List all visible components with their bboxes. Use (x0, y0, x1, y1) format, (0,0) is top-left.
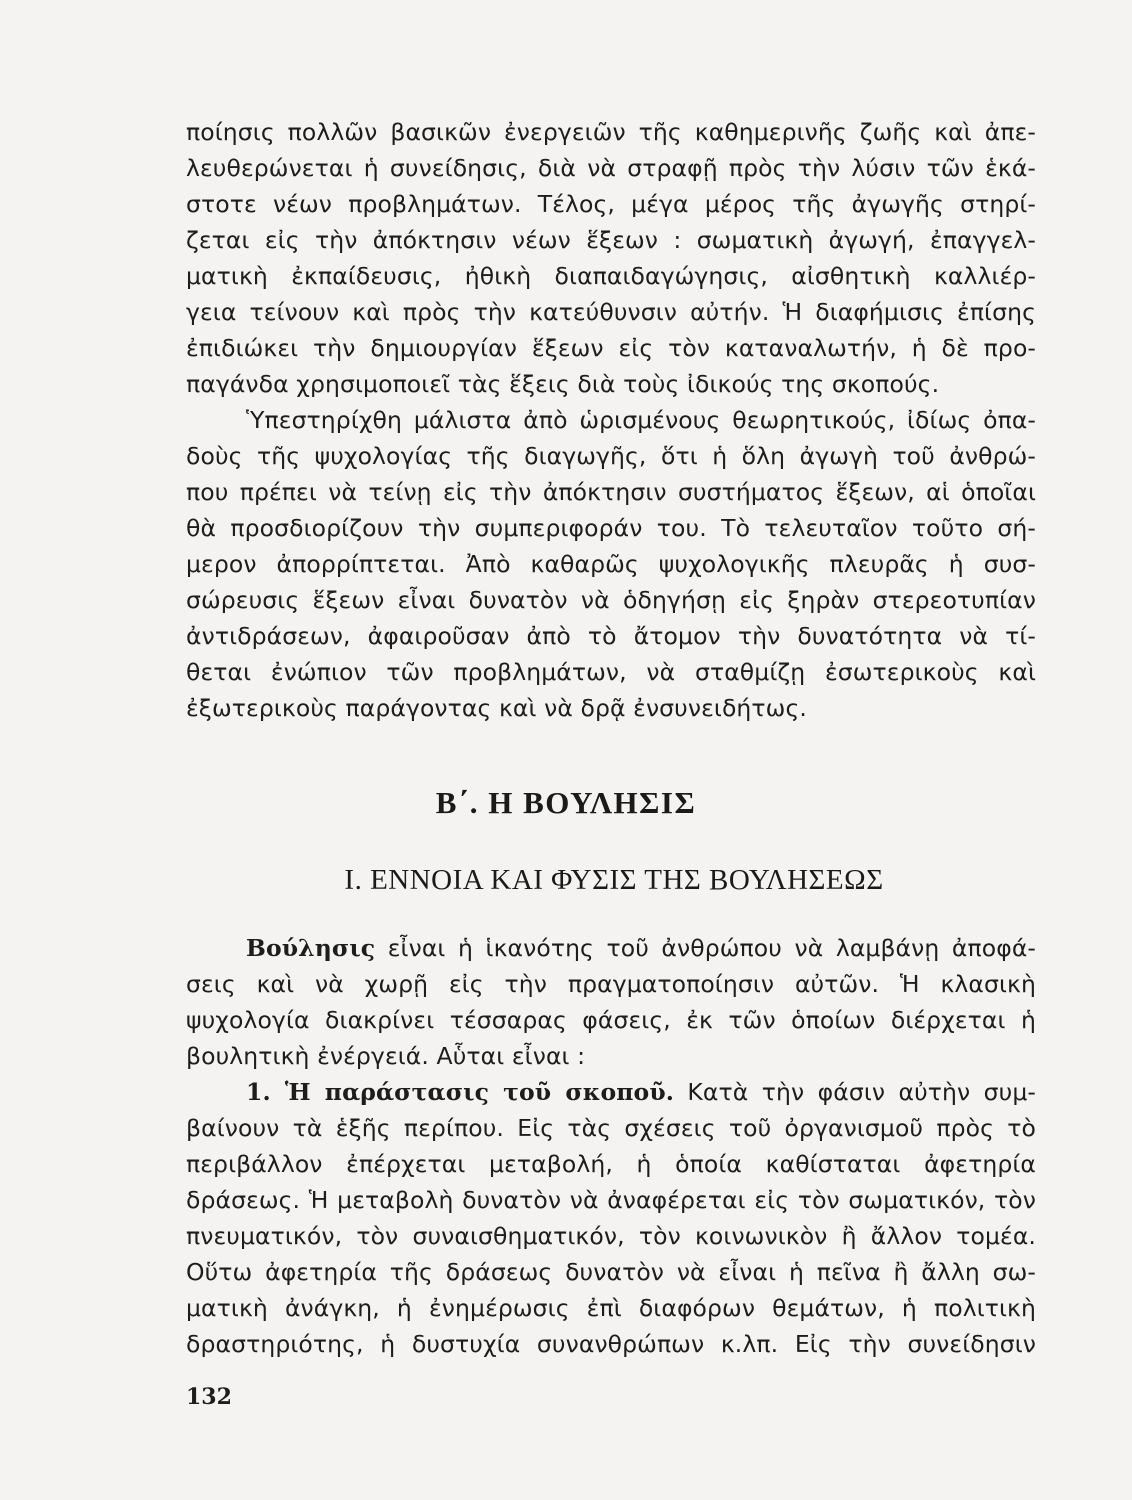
text-line: θεται ἐνώπιον τῶν προβλημάτων, νὰ σταθμίζῃ ἐσωτερικοὺς καὶ (186, 658, 1036, 686)
section-title: Β΄. Η ΒΟΥΛΗΣΙΣ (435, 785, 697, 820)
text-line: που πρέπει νὰ τείνῃ εἰς τὴν ἀπόκτησιν συστήματος ἕξεων, αἱ ὁποῖαι (186, 478, 1036, 506)
text-line: μερον ἀπορρίπτεται. Ἀπὸ καθαρῶς ψυχολογικῆς πλευρᾶς ἡ συσ- (186, 550, 1036, 578)
paragraph-first-line: Ὑπεστηρίχθη μάλιστα ἀπὸ ὡρισμένους θεωρητικούς, ἰδίως ὀπα- (246, 406, 1036, 434)
text-line: Οὕτω ἀφετηρία τῆς δράσεως δυνατὸν νὰ εἶναι ἡ πεῖνα ἢ ἄλλη σω- (186, 1258, 1036, 1286)
text-line: περιβάλλον ἐπέρχεται μεταβολή, ἡ ὁποία καθίσταται ἀφετηρία (186, 1150, 1036, 1178)
text-line: παγάνδα χρησιμοποιεῖ τὰς ἕξεις διὰ τοὺς ἰδικούς της σκοπούς. (186, 370, 940, 398)
text-line: ψυχολογία διακρίνει τέσσαρας φάσεις, ἐκ τῶν ὁποίων διέρχεται ἡ (186, 1006, 1036, 1034)
text-line: βαίνουν τὰ ἑξῆς περίπου. Εἰς τὰς σχέσεις τοῦ ὀργανισμοῦ πρὸς τὸ (186, 1114, 1036, 1142)
definition-text: εἶναι ἡ ἱκανότης τοῦ ἀνθρώπου νὰ λαμβάνῃ ἀποφά- (375, 934, 1036, 962)
text-line: σώρευσις ἕξεων εἶναι δυνατὸν νὰ ὁδηγήσῃ εἰς ξηρὰν στερεοτυπίαν (186, 586, 1036, 614)
text-line: ἐπιδιώκει τὴν δημιουργίαν ἕξεων εἰς τὸν καταναλωτήν, ἡ δὲ προ- (186, 334, 1036, 362)
text-line: ματικὴ ἀνάγκη, ἡ ἐνημέρωσις ἐπὶ διαφόρων θεμάτων, ἡ πολιτικὴ (186, 1294, 1036, 1322)
section-subtitle: Ι. ΕΝΝΟΙΑ ΚΑΙ ΦΥΣΙΣ ΤΗΣ ΒΟΥΛΗΣΕΩΣ (344, 864, 884, 896)
text-line: ματικὴ ἐκπαίδευσις, ἠθικὴ διαπαιδαγώγησις, αἰσθητικὴ καλλιέρ- (186, 262, 1036, 290)
phase-text: Κατὰ τὴν φάσιν αὐτὴν συμ- (674, 1078, 1036, 1106)
text-line: πνευματικόν, τὸν συναισθηματικόν, τὸν κοινωνικὸν ἢ ἄλλον τομέα. (186, 1222, 1036, 1250)
text-line: δράσεως. Ἡ μεταβολὴ δυνατὸν νὰ ἀναφέρεται εἰς τὸν σωματικόν, τὸν (186, 1186, 1036, 1214)
text-line: ἀντιδράσεων, ἀφαιροῦσαν ἀπὸ τὸ ἄτομον τὴν δυνατότητα νὰ τί- (186, 622, 1036, 650)
text-line: σεις καὶ νὰ χωρῇ εἰς τὴν πραγματοποίησιν αὐτῶν. Ἡ κλασικὴ (186, 970, 1036, 998)
text-line: λευθερώνεται ἡ συνείδησις, διὰ νὰ στραφῇ πρὸς τὴν λύσιν τῶν ἑκά- (186, 154, 1036, 182)
definition-term: Βούλησις (246, 934, 376, 962)
text-line: στοτε νέων προβλημάτων. Τέλος, μέγα μέρος τῆς ἀγωγῆς στηρί- (186, 190, 1036, 218)
text-line: ποίησις πολλῶν βασικῶν ἐνεργειῶν τῆς καθημερινῆς ζωῆς καὶ ἀπε- (186, 118, 1036, 146)
text-line: ζεται εἰς τὴν ἀπόκτησιν νέων ἕξεων : σωματικὴ ἀγωγή, ἐπαγγελ- (186, 226, 1036, 254)
text-line: δραστηριότης, ἡ δυστυχία συνανθρώπων κ.λπ. Εἰς τὴν συνείδησιν (186, 1330, 1036, 1358)
page-number: 132 (186, 1384, 232, 1410)
text-line: γεια τείνουν καὶ πρὸς τὴν κατεύθυνσιν αὐτήν. Ἡ διαφήμισις ἐπίσης (186, 298, 1036, 326)
text-line: βουλητικὴ ἐνέργειά. Αὗται εἶναι : (186, 1042, 586, 1070)
text-line: θὰ προσδιορίζουν τὴν συμπεριφοράν του. Τὸ τελευταῖον τοῦτο σή- (186, 514, 1036, 542)
phase-heading: 1. Ἡ παράστασις τοῦ σκοποῦ. (246, 1078, 675, 1106)
text-line: δοὺς τῆς ψυχολογίας τῆς διαγωγῆς, ὅτι ἡ ὅλη ἀγωγὴ τοῦ ἀνθρώ- (186, 442, 1036, 470)
text-line: ἐξωτερικοὺς παράγοντας καὶ νὰ δρᾷ ἐνσυνειδήτως. (186, 694, 807, 722)
definition-first-line (246, 930, 1036, 966)
phase-first-line (246, 1074, 1036, 1110)
